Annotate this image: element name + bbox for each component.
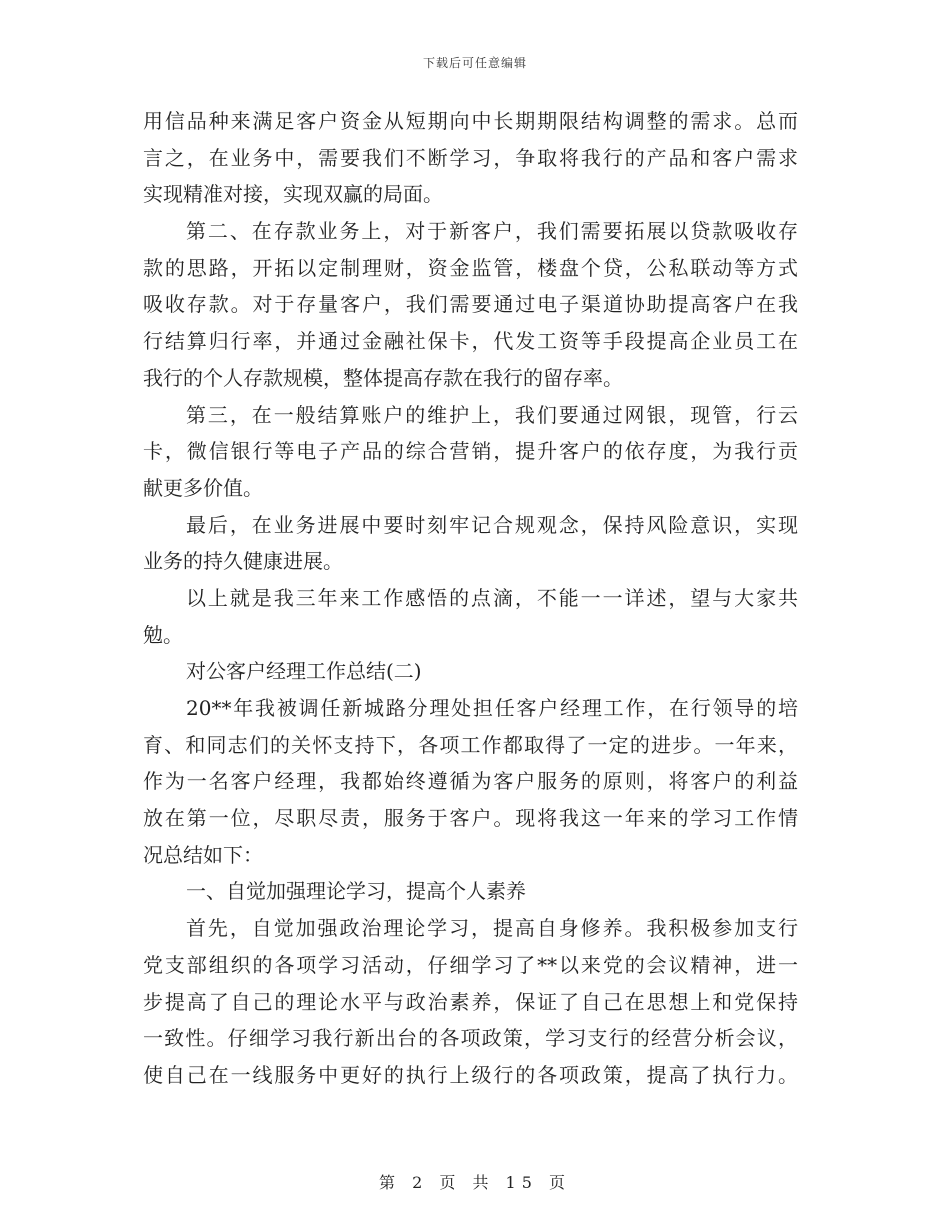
body-text xyxy=(143,103,798,1094)
text-line: 款的思路，开拓以定制理财，资金监管，楼盘个贷，公私联动等方式 xyxy=(143,255,798,280)
page-footer: 第 2 页 共 15 页 xyxy=(379,1173,571,1192)
text-line: 卡，微信银行等电子产品的综合营销，提升客户的依存度，为我行贡 xyxy=(143,439,798,464)
text-line: 勉。 xyxy=(143,622,183,647)
text-line: 20**年我被调任新城路分理处担任客户经理工作，在行领导的培 xyxy=(186,696,798,720)
text-line: 作为一名客户经理，我都始终遵循为客户服务的原则，将客户的利益 xyxy=(143,769,798,794)
text-line: 首先，自觉加强政治理论学习，提高自身修养。我积极参加支行 xyxy=(186,916,798,941)
text-line: 用信品种来满足客户资金从短期向中长期期限结构调整的需求。总而 xyxy=(143,109,798,133)
text-line: 放在第一位，尽职尽责，服务于客户。现将我这一年来的学习工作情 xyxy=(143,806,798,831)
text-line: 实现精准对接，实现双赢的局面。 xyxy=(143,182,443,207)
text-line: 对公客户经理工作总结(二) xyxy=(186,659,422,684)
text-line: 业务的持久健康进展。 xyxy=(143,549,343,574)
text-line: 党支部组织的各项学习活动，仔细学习了**以来党的会议精神，进一 xyxy=(143,952,798,977)
text-line: 育、和同志们的关怀支持下，各项工作都取得了一定的进步。一年来， xyxy=(143,732,798,757)
text-line: 一、自觉加强理论学习，提高个人素养 xyxy=(186,879,526,904)
text-line: 第三，在一般结算账户的维护上，我们要通过网银，现管，行云 xyxy=(186,402,798,427)
text-line: 况总结如下： xyxy=(143,842,263,867)
text-line: 使自己在一线服务中更好的执行上级行的各项政策，提高了执行力。 xyxy=(143,1062,798,1087)
text-line: 一致性。仔细学习我行新出台的各项政策，学习支行的经营分析会议， xyxy=(143,1026,798,1051)
text-line: 第二、在存款业务上，对于新客户，我们需要拓展以贷款吸收存 xyxy=(186,219,798,244)
text-line: 行结算归行率，并通过金融社保卡，代发工资等手段提高企业员工在 xyxy=(143,329,798,354)
text-line: 我行的个人存款规模，整体提高存款在我行的留存率。 xyxy=(143,365,623,390)
page-header: 下载后可任意编辑 xyxy=(422,56,527,70)
text-line: 吸收存款。对于存量客户，我们需要通过电子渠道协助提高客户在我 xyxy=(143,292,798,317)
text-line: 言之，在业务中，需要我们不断学习，争取将我行的产品和客户需求 xyxy=(143,145,798,170)
text-line: 献更多价值。 xyxy=(143,475,263,500)
text-line: 以上就是我三年来工作感悟的点滴，不能一一详述，望与大家共 xyxy=(186,585,798,610)
text-line: 步提高了自己的理论水平与政治素养，保证了自己在思想上和党保持 xyxy=(143,989,798,1014)
text-line: 最后，在业务进展中要时刻牢记合规观念，保持风险意识，实现 xyxy=(186,512,798,537)
